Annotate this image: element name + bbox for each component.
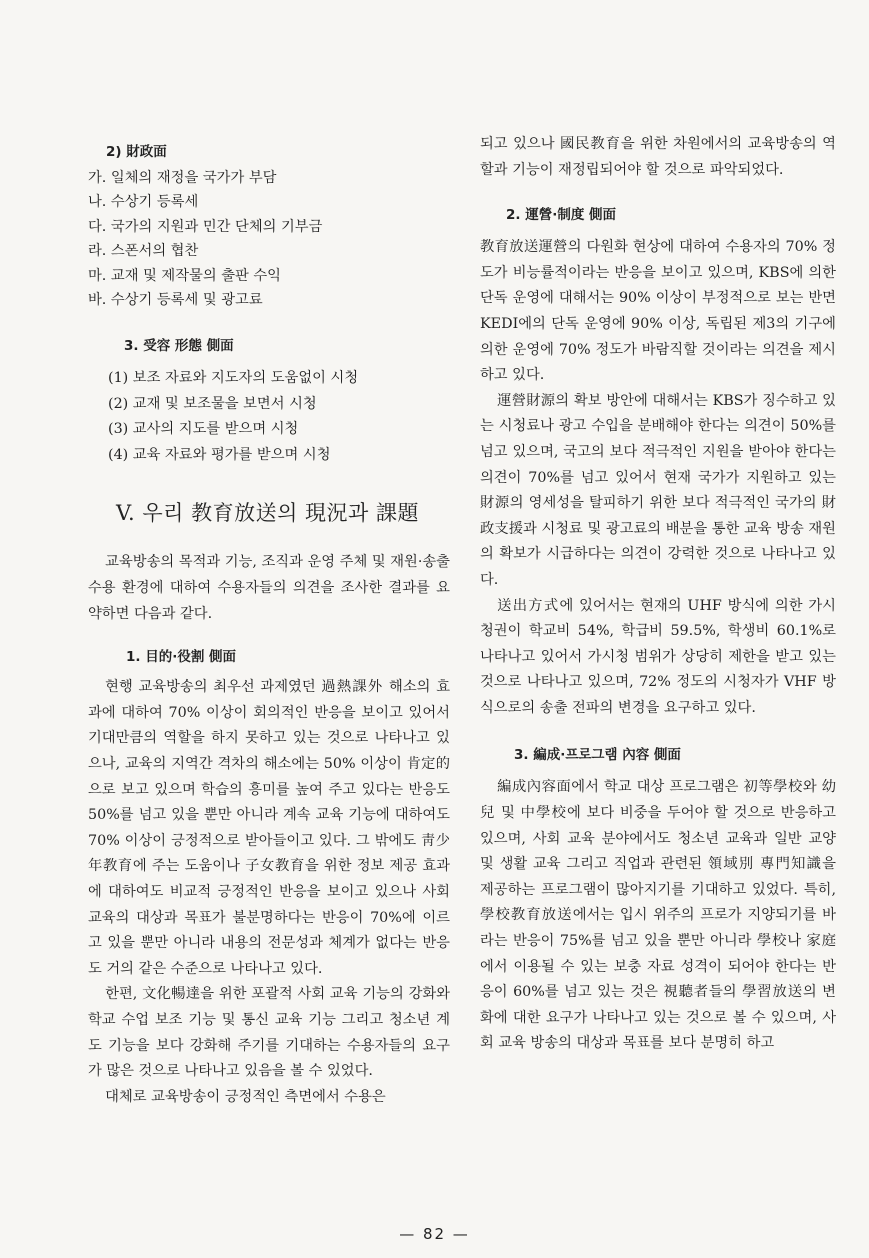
program-paragraph: 編成內容面에서 학교 대상 프로그램은 初等學校와 幼兒 및 中學校에 보다 비중을 두어야 할 것으로 반응하고 있으며, 사회 교육 분야에서도 청소년 교육과 일반 교양 및 생활 교육 그리고 직업과 관련된 領域別 專門知識을 제공하는 프로그램이 많아지기를 기대하고 있었다. 특히, 學校教育放送에서는 입시 위주의 프로가 지양되기를 바라는 반응이 75%를 넘고 있을 뿐만 아니라 學校나 家庭에서 이용될 수 있는 보충 자료 성격이 되어야 한다는 반응이 60%를 넘고 있는 것은 視聽者들의 學習放送의 변화에 대한 요구가 나타나고 있는 것으로 볼 수 있으며, 사회 교육 방송의 대상과 목표를 보다 분명히 하고 xyxy=(480,779,836,1052)
list-item: 가. 일체의 재정을 국가가 부담 xyxy=(88,170,277,186)
purpose-heading: 1. 目的·役割 側面 xyxy=(126,649,237,666)
list-item: 나. 수상기 등록세 xyxy=(88,194,199,211)
reception-heading: 3. 受容 形態 側面 xyxy=(124,338,234,355)
reception-list xyxy=(108,366,450,468)
financial-heading: 2) 財政面 xyxy=(106,144,167,160)
purpose-paragraph: 현행 교육방송의 최우선 과제였던 過熱課外 해소의 효과에 대하여 70% 이상이 회의적인 반응을 보이고 있어서 기대만큼의 역할을 하지 못하고 있는 것으로 나타나고 있으나, 교육의 지역간 격차의 해소에는 50% 이상이 肯定的으로 보고 있으며 학습의 흥미를 높여 주고 있다는 반응도 50%를 넘고 있을 뿐만 아니라 계속 교육 기능에 대하여도 70% 이상이 긍정적으로 받아들이고 있다. 그 밖에도 靑少年教育에 주는 도움이나 子女教育을 위한 정보 제공 효과에 대하여도 비교적 긍정적인 반응을 보이고 있으나 사회 교육의 대상과 목표가 불분명하다는 반응이 70%에 이르고 있을 뿐만 아니라 내용의 전문성과 체계가 없다는 반응도 거의 같은 수준으로 나타나고 있다. xyxy=(88,679,450,977)
list-item: 바. 수상기 등록세 및 광고료 xyxy=(88,292,263,309)
chapter-title: V. 우리 教育放送의 現況과 課題 xyxy=(116,501,420,526)
purpose-paragraph: 대체로 교육방송이 긍정적인 측면에서 수용은 xyxy=(105,1088,386,1105)
operation-paragraph: 教育放送運營의 다원화 현상에 대하여 수용자의 70% 정도가 비능률적이라는 반응을 보이고 있으며, KBS에 의한 단독 운영에 대해서는 90% 이상이 부정적으로 보는 반면 KEDI에의 단독 운영에 90% 이상, 독립된 제3의 기구에 의한 운영에 70% 정도가 바람직할 것이라는 의견을 제시하고 있다. xyxy=(480,239,836,384)
list-item: (3) 교사의 지도를 받으며 시청 xyxy=(108,421,299,438)
list-item: 라. 스폰서의 협찬 xyxy=(88,243,199,260)
page-number: — 82 — xyxy=(399,1225,470,1243)
list-item: 마. 교재 및 제작물의 출판 수익 xyxy=(88,267,281,284)
financial-list xyxy=(88,166,450,312)
purpose-paragraph: 한편, 文化暢達을 위한 포괄적 사회 교육 기능의 강화와 학교 수업 보조 기능 및 통신 교육 기능 그리고 청소년 계도 기능을 보다 강화해 주기를 기대하는 수용자들의 요구가 많은 것으로 나타나고 있음을 볼 수 있었다. xyxy=(88,986,450,1080)
program-heading: 3. 編成·프로그램 內容 側面 xyxy=(514,747,681,764)
right-column xyxy=(480,132,836,1057)
operation-paragraph: 運營財源의 확보 방안에 대해서는 KBS가 징수하고 있는 시청료나 광고 수입을 분배해야 한다는 의견이 50%를 넘고 있으며, 국고의 보다 적극적인 지원을 받아야 한다는 의견이 70%를 넘고 있어서 현재 국가가 지원하고 있는 財源의 영세성을 탈피하기 위한 보다 적극적인 국가의 財政支援과 시청료 및 광고료의 배분을 통한 교육 방송 재원의 확보가 시급하다는 의견이 강력한 것으로 나타나고 있다. xyxy=(480,392,836,588)
left-column xyxy=(88,132,450,1110)
operation-paragraph: 送出方式에 있어서는 현재의 UHF 방식에 의한 가시청권이 학교비 54%, 학급비 59.5%, 학생비 60.1%로 나타나고 있어서 가시청 범위가 상당히 제한을 받고 있는 것으로 나타나고 있으며, 72% 정도의 시청자가 VHF 방식으로의 송출 전파의 변경을 요구하고 있다. xyxy=(480,597,836,716)
list-item: 다. 국가의 지원과 민간 단체의 기부금 xyxy=(88,218,323,235)
continuation-paragraph: 되고 있으나 國民教育을 위한 차원에서의 교육방송의 역할과 기능이 재정립되어야 할 것으로 파악되었다. xyxy=(480,136,836,178)
operation-heading: 2. 運營·制度 側面 xyxy=(506,207,617,224)
list-item: (4) 교육 자료와 평가를 받으며 시청 xyxy=(108,446,331,463)
list-item: (2) 교재 및 보조물을 보면서 시청 xyxy=(108,395,317,412)
intro-paragraph: 교육방송의 목적과 기능, 조직과 운영 주체 및 재원·송출 수용 환경에 대하여 수용자들의 의견을 조사한 결과를 요약하면 다음과 같다. xyxy=(88,554,450,622)
list-item: (1) 보조 자료와 지도자의 도움없이 시청 xyxy=(108,370,359,387)
